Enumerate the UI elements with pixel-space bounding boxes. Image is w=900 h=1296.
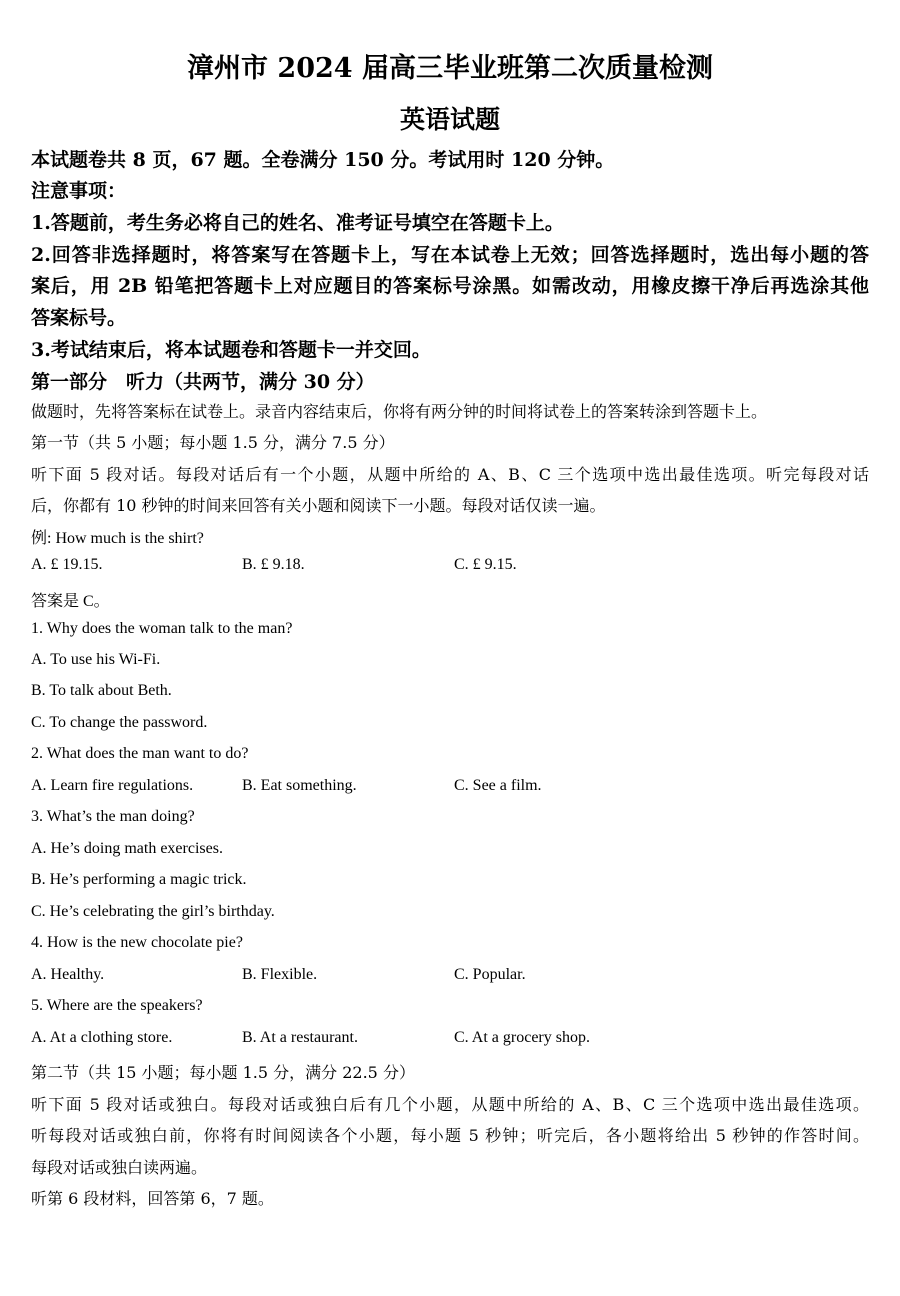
material-6-instruction: 听第 6 段材料，回答第 6，7 题。: [31, 1189, 274, 1208]
section1-instruction-line-2: 后，你都有 10 秒钟的时间来回答有关小题和阅读下一小题。每段对话仅读一遍。: [31, 496, 606, 515]
question-5-option-c: C. At a grocery shop.: [454, 1029, 590, 1046]
section2-heading: 第二节（共 15 小题；每小题 1.5 分，满分 22.5 分）: [31, 1063, 415, 1082]
notice-item-1: 1.答题前，考生务必将自己的姓名、准考证号填空在答题卡上。: [31, 212, 564, 234]
question-2-option-c: C. See a film.: [454, 777, 542, 794]
exam-title: 漳州市 2024 届高三毕业班第二次质量检测: [187, 53, 713, 84]
section2-instruction-line-3: 每段对话或独白读两遍。: [31, 1158, 208, 1177]
question-5: 5. Where are the speakers?: [31, 997, 203, 1014]
question-4-option-a: A. Healthy.: [31, 966, 105, 983]
question-2-option-a: A. Learn fire regulations.: [31, 777, 194, 794]
notice-item-2-line-1: 2.回答非选择题时，将答案写在答题卡上，写在本试卷上无效；回答选择题时，选出每小题的答: [31, 244, 869, 266]
example-option-c: C. £ 9.15.: [454, 556, 517, 573]
notice-heading: 注意事项：: [31, 180, 127, 202]
part1-instruction: 做题时，先将答案标在试卷上。录音内容结束后，你将有两分钟的时间将试卷上的答案转涂到答题卡上。: [31, 402, 768, 421]
example-answer: 答案是 C。: [31, 593, 110, 610]
exam-summary: 本试题卷共 8 页，67 题。全卷满分 150 分。考试用时 120 分钟。: [31, 149, 615, 171]
section1-instruction-line-1: 听下面 5 段对话。每段对话后有一个小题，从题中所给的 A、B、C 三个选项中选出最佳选项。听完每段对话: [31, 465, 869, 484]
question-2: 2. What does the man want to do?: [31, 745, 249, 762]
part1-heading: 第一部分 听力（共两节，满分 30 分）: [31, 371, 375, 393]
question-1-option-a: A. To use his Wi-Fi.: [31, 651, 161, 668]
question-4-option-c: C. Popular.: [454, 966, 526, 983]
question-3-option-c: C. He’s celebrating the girl’s birthday.: [31, 903, 275, 920]
question-5-option-b: B. At a restaurant.: [242, 1029, 358, 1046]
question-1-option-c: C. To change the password.: [31, 714, 208, 731]
question-4-option-b: B. Flexible.: [242, 966, 318, 983]
question-4: 4. How is the new chocolate pie?: [31, 934, 243, 951]
exam-subtitle: 英语试题: [399, 105, 500, 134]
example-option-a: A. £ 19.15.: [31, 556, 103, 573]
section2-instruction-line-2: 听每段对话或独白前，你将有时间阅读各个小题，每小题 5 秒钟；听完后，各小题将给出 5 秒钟的作答时间。: [31, 1126, 869, 1145]
question-3-option-a: A. He’s doing math exercises.: [31, 840, 223, 857]
notice-item-3: 3.考试结束后，将本试题卷和答题卡一并交回。: [31, 339, 431, 361]
question-2-option-b: B. Eat something.: [242, 777, 357, 794]
example-option-b: B. £ 9.18.: [242, 556, 305, 573]
section2-instruction-line-1: 听下面 5 段对话或独白。每段对话或独白后有几个小题，从题中所给的 A、B、C 三个选项中选出最佳选项。: [31, 1095, 869, 1114]
question-3: 3. What’s the man doing?: [31, 808, 195, 825]
question-5-option-a: A. At a clothing store.: [31, 1029, 173, 1046]
question-1-option-b: B. To talk about Beth.: [31, 682, 172, 699]
question-3-option-b: B. He’s performing a magic trick.: [31, 871, 247, 888]
section1-heading: 第一节（共 5 小题；每小题 1.5 分，满分 7.5 分）: [31, 433, 395, 452]
example-question: 例: How much is the shirt?: [31, 530, 204, 547]
question-1: 1. Why does the woman talk to the man?: [31, 620, 293, 637]
notice-item-2-line-3: 答案标号。: [31, 307, 127, 329]
notice-item-2-line-2: 案后，用 2B 铅笔把答题卡上对应题目的答案标号涂黑。如需改动，用橡皮擦干净后再选涂其他: [31, 275, 869, 297]
